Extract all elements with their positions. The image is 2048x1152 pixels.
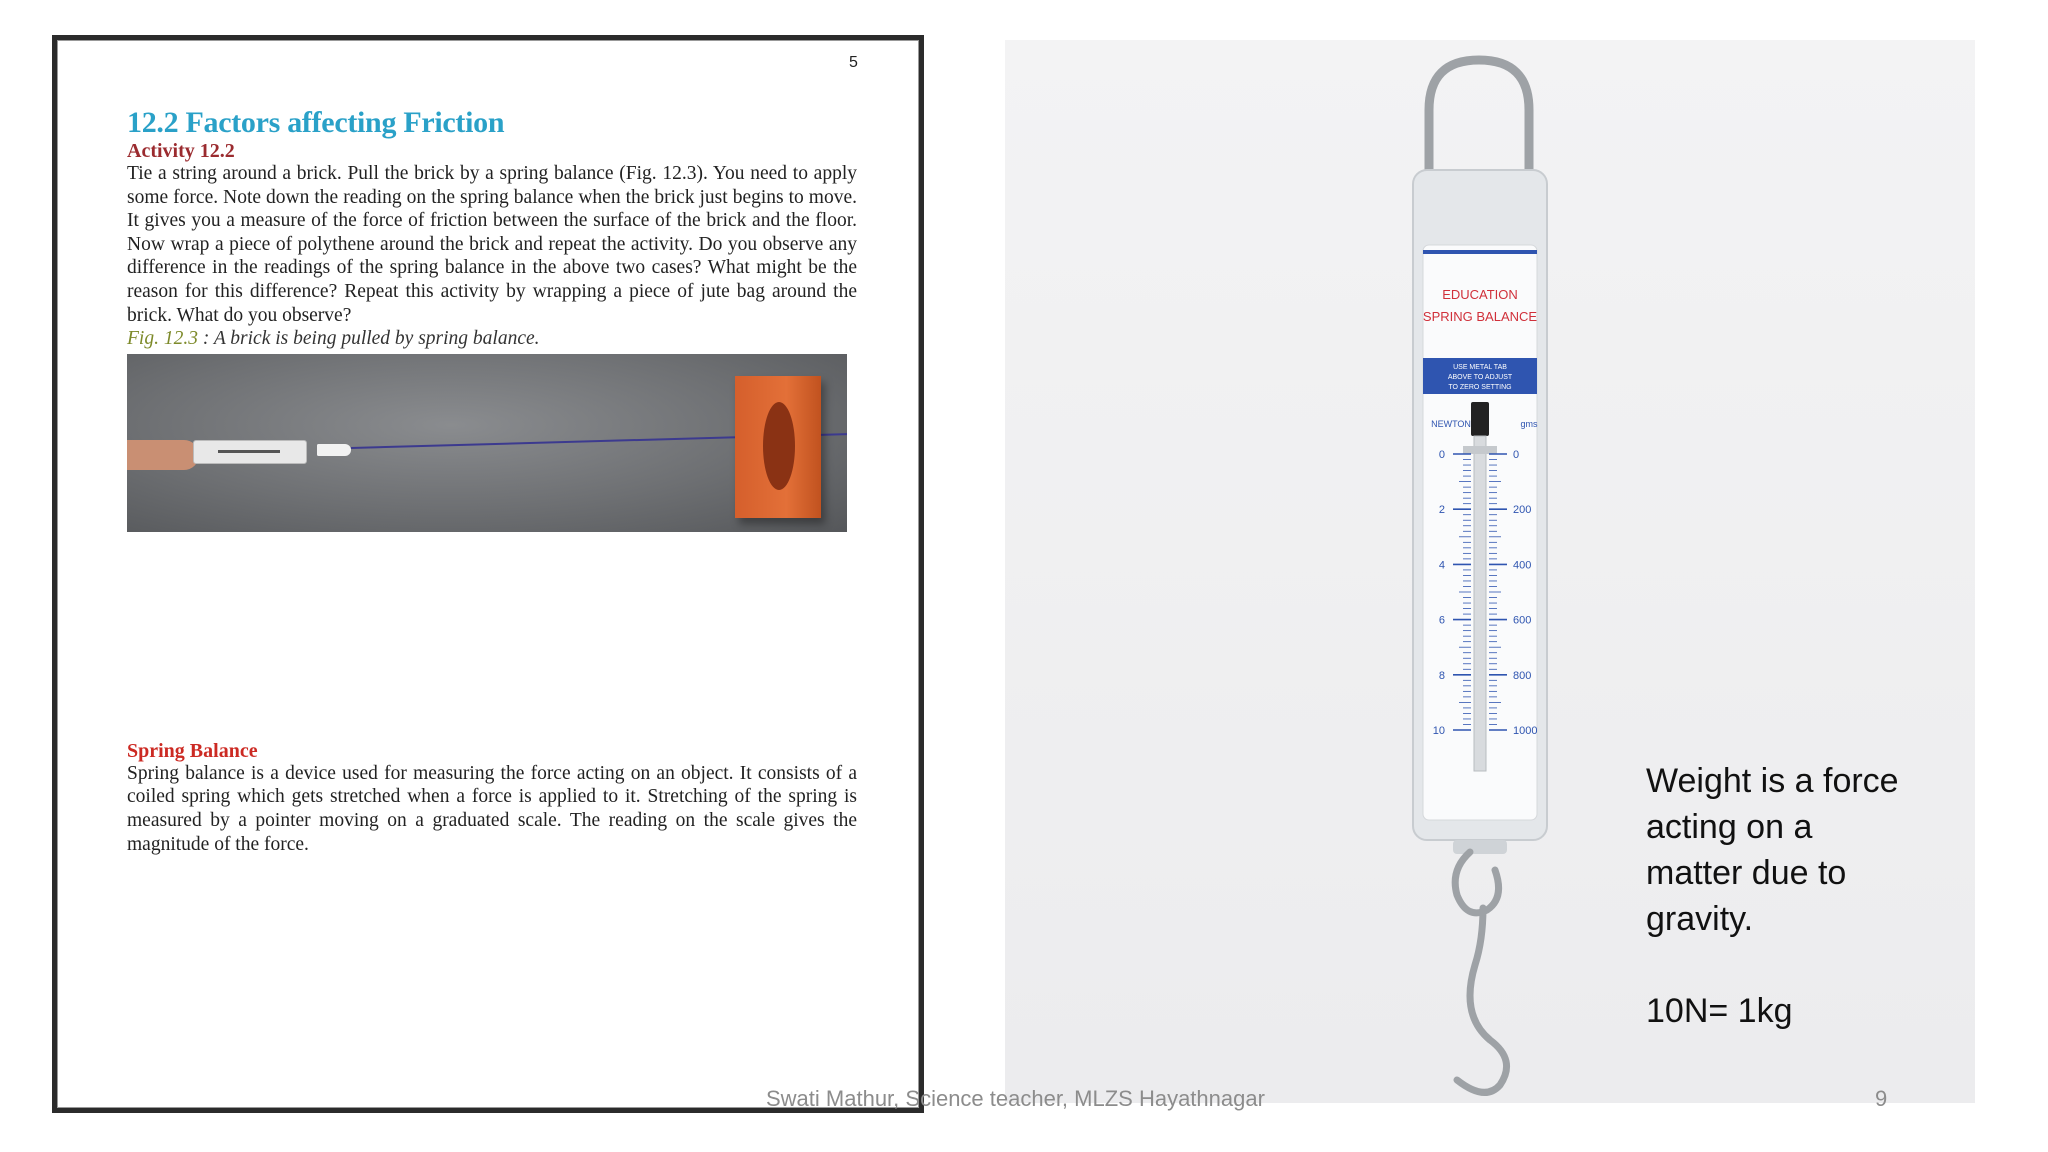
pointer-slot [1474,436,1486,771]
footer-credit: Swati Mathur, Science teacher, MLZS Hayathnagar [766,1086,1265,1111]
gram-unit-label: gms [1520,419,1538,429]
brick-shape [735,376,821,518]
bottom-ring [1455,852,1498,913]
label-line1: EDUCATION [1442,287,1518,302]
gram-tick-label: 1000 [1513,725,1538,737]
gram-tick-label: 600 [1513,614,1532,627]
activity-text: Tie a string around a brick. Pull the brick by a spring balance (Fig. 12.3). You need to apply some force. Note down the reading on the spring balance when the brick just begins to move. It gives you a measure of the force of friction between the surface of the brick and the floor. Now wrap a piece of polythene around the brick and repeat the activity. Do you observe any difference in the readings of the spring balance in the above two cases? What might be the reason for this difference? Repeat this activity by wrapping a piece of jute bag around the brick. What do you observe? [127,163,857,326]
brick-pull-photo [127,354,847,532]
spring-balance-title: Spring Balance [127,739,258,762]
gram-tick-label: 0 [1513,449,1520,461]
s-hook [1457,908,1507,1092]
band-line3: TO ZERO SETTING [1448,384,1512,391]
newton-tick-label: 6 [1438,614,1445,627]
gram-tick-label: 800 [1513,669,1532,682]
gram-tick-label: 200 [1513,504,1532,517]
weight-note-line3: matter due to [1646,854,1847,892]
weight-note-line1: Weight is a force [1646,762,1899,800]
hook-shape [317,444,351,456]
band-line2: ABOVE TO ADJUST [1447,374,1513,381]
newton-tick-label: 4 [1438,559,1445,572]
hand-shape [127,440,199,470]
spring-balance-shape [193,440,307,464]
activity-label: Activity 12.2 [127,140,235,162]
textbook-page [52,35,924,1113]
gram-tick-label: 400 [1513,559,1532,572]
slide-number: 9 [1875,1086,1888,1111]
figure-number: Fig. 12.3 [127,328,198,350]
figure-caption [127,327,857,351]
newton-tick-label: 8 [1438,669,1445,682]
conversion-equation: 10N= 1kg [1646,992,1793,1030]
page-content [127,106,857,856]
label-line2: SPRING BALANCE [1422,309,1538,324]
weight-note-line2: acting on a [1646,808,1813,846]
newton-tick-label: 0 [1438,449,1445,461]
section-title: 12.2 Factors affecting Friction [127,106,505,139]
newton-tick-label: 10 [1432,725,1445,737]
bottom-cap [1453,840,1507,854]
newton-unit-label: NEWTON [1431,419,1471,429]
blue-rule [1423,250,1537,254]
spring-balance-text: Spring balance is a device used for measuring the force acting on an object. It consists of a coiled spring which gets stretched when a force is applied to it. Stretching of the spring is measured by a pointer moving on a graduated scale. The reading on the scale gives the magnitude of the force. [127,762,857,855]
newton-tick-label: 2 [1438,504,1445,517]
band-line1: USE METAL TAB [1453,364,1507,371]
pointer [1463,446,1497,454]
weight-note [1646,758,1946,1034]
weight-note-line4: gravity. [1646,900,1754,938]
zero-tab [1471,402,1489,436]
page-number: 5 [849,54,858,71]
figure-caption-text: : A brick is being pulled by spring balance. [197,328,540,350]
